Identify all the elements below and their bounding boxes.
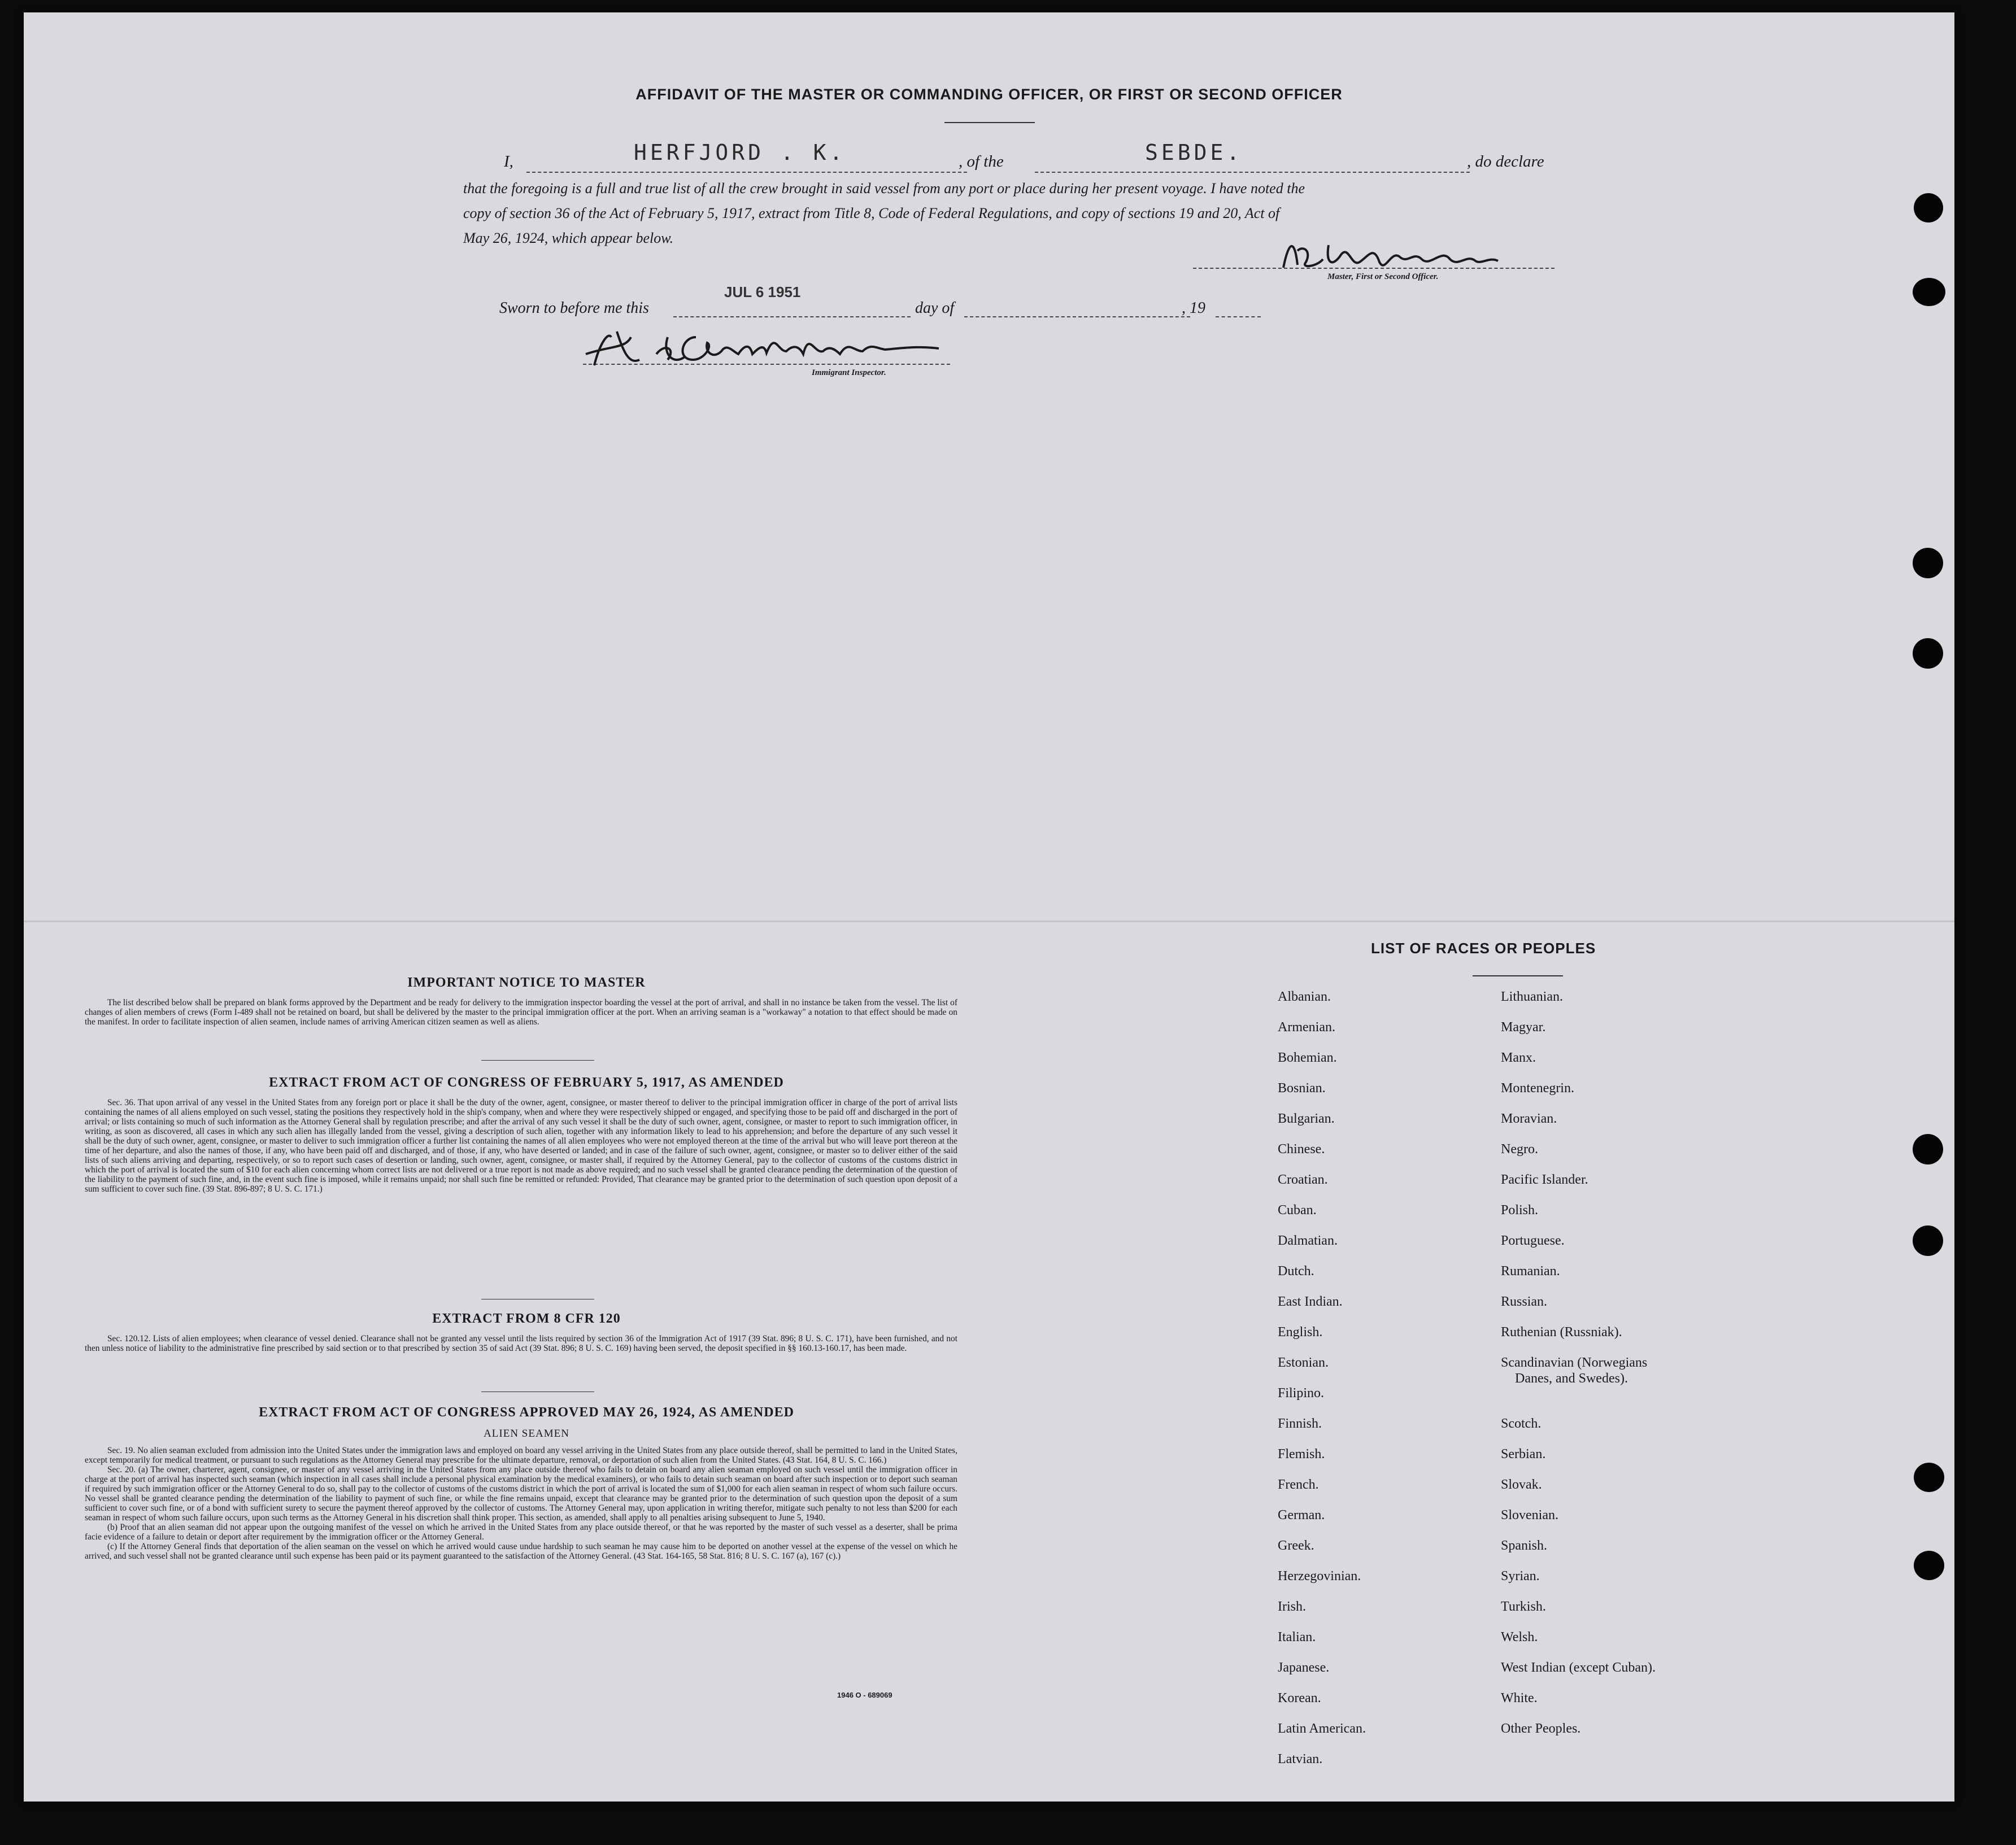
sec-20c-text: (c) If the Attorney General finds that deportation of the alien seaman on the vessel on which he arrived would cause undue hardship to such seaman he may cause him to be deported on another vessel at the expense of the vessel on which he arrived, and such vessel shall not be granted clearance until such expense has been paid or its payment guaranteed to the satisfaction of the Attorney General. (43 Stat. 164-165, 58 Stat. 816; 8 U. S. C. 167 (a), 167 (c).) bbox=[85, 1542, 957, 1561]
extract-cfr-title: EXTRACT FROM 8 CFR 120 bbox=[432, 1311, 621, 1326]
print-code: 1946 O - 689069 bbox=[837, 1691, 892, 1699]
race-item: Korean. bbox=[1278, 1691, 1321, 1706]
races-title-rule bbox=[1473, 975, 1563, 976]
race-item: Irish. bbox=[1278, 1599, 1306, 1614]
sworn-label: Sworn to before me this bbox=[499, 299, 649, 317]
race-item: Turkish. bbox=[1501, 1599, 1546, 1614]
officer-name-handwritten: HERFJORD . K. bbox=[634, 140, 846, 165]
race-item: Croatian. bbox=[1278, 1172, 1328, 1187]
races-title: LIST OF RACES OR PEOPLES bbox=[1371, 940, 1596, 957]
notice-title: IMPORTANT NOTICE TO MASTER bbox=[407, 975, 646, 990]
race-item: Pacific Islander. bbox=[1501, 1172, 1588, 1187]
race-item: Chinese. bbox=[1278, 1142, 1325, 1157]
race-item: Dalmatian. bbox=[1278, 1233, 1338, 1248]
race-item: Ruthenian (Russniak). bbox=[1501, 1325, 1622, 1340]
race-item: Slovenian. bbox=[1501, 1508, 1558, 1523]
race-item: Syrian. bbox=[1501, 1569, 1540, 1584]
race-item: Finnish. bbox=[1278, 1416, 1322, 1431]
race-item: Latin American. bbox=[1278, 1721, 1366, 1736]
race-item: East Indian. bbox=[1278, 1294, 1343, 1309]
race-item: Spanish. bbox=[1501, 1538, 1548, 1553]
binder-hole bbox=[1913, 548, 1943, 578]
race-item: Estonian. bbox=[1278, 1355, 1329, 1370]
race-item: Filipino. bbox=[1278, 1386, 1325, 1401]
inspector-signature bbox=[577, 320, 950, 374]
race-item: Portuguese. bbox=[1501, 1233, 1565, 1248]
master-signature-caption: Master, First or Second Officer. bbox=[1327, 272, 1439, 281]
race-item: Montenegrin. bbox=[1501, 1081, 1574, 1096]
extract-1917-title: EXTRACT FROM ACT OF CONGRESS OF FEBRUARY 5, 1917, AS AMENDED bbox=[269, 1075, 784, 1090]
sec-20a-text: Sec. 20. (a) The owner, charterer, agent, consignee, or master of any vessel arriving in the United States from any place outside thereof who fails to detain on board any alien seaman employed on such vessel until the immigration officer in charge at the port of arrival has inspected such seaman (which inspection in all cases shall include a personal physical examination by the medical examiners), or who fails to detain such seaman on board after such inspection or to deport such seaman if required by such immigration officer or the Attorney General to do so, shall pay to the collector of customs of the customs district in which the port of arrival is located the sum of $1,000 for each alien seaman in respect of whom such failure occurs. No vessel shall be granted clearance pending the determination of the liability to payment of such fine, or while the fine remains unpaid, except that clearance may be granted prior to the determination of such question upon the deposit of a sum sufficient to cover such fine, or of a bond with sufficient surety to secure the payment thereof approved by the collector of customs. The Attorney General may, upon application in writing therefor, mitigate such penalty to not less than $200 for each seaman in respect of whom such failure occurs, upon such terms as the Attorney General in his discretion shall think proper. This section, as amended, shall apply to all penalties arising subsequent to June 5, 1940. bbox=[85, 1465, 957, 1523]
month-line bbox=[964, 316, 1190, 317]
inspector-caption: Immigrant Inspector. bbox=[812, 368, 886, 377]
officer-name-line bbox=[526, 172, 967, 173]
sec-36-text: Sec. 36. That upon arrival of any vessel in the United States from any foreign port or place it shall be the duty of the owner, agent, consignee, or master thereof to deliver to the principal immigration officer in charge of the port of arrival lists containing the names of all aliens employed on such vessel, stating the positions they respectively hold in the ship's company, when and where they were respectively shipped or engaged, and specifying those to be paid off and discharged in the port of arrival; or lists containing so much of such information as the Attorney General shall by regulation prescribe; and after the arrival of any such vessel it shall be the duty of such owner, agent, consignee, or master to report to such immigration officer, in writing, as soon as discovered, all cases in which any such alien has illegally landed from the vessel, giving a description of such alien, together with any information likely to lead to his apprehension; and before the departure of any such vessel it shall be the duty of such owner, agent, consignee, or master to deliver to such immigration officer a further list containing the names of all alien employees who were not employed thereon at the time of the arrival but who will leave port thereon at the time of her departure, and also the names of those, if any, who have been paid off and discharged, and of those, if any, who have deserted or landed; and in case of the failure of such owner, agent, consignee, or master so to deliver either of the said lists of such aliens arriving and departing, respectively, or so to report such cases of desertion or landing, such owner, agent, consignee, or master shall, if required by the Attorney General, pay to the collector of customs of the customs district in which the port of arrival is located the sum of $10 for each alien concerning whom correct lists are not delivered or a true report is not made as above required; and no such vessel shall be granted clearance pending the determination of the question of the liability to the payment of such fine, and, in the event such fine is imposed, while it remains unpaid; nor shall such fine be remitted or refunded: Provided, That clearance may be granted prior to the determination of such question upon deposit of a sum sufficient to cover such fine. (39 Stat. 896-897; 8 U. S. C. 171.) bbox=[85, 1098, 957, 1194]
notice-rule bbox=[481, 1060, 594, 1061]
race-item: Herzegovinian. bbox=[1278, 1569, 1361, 1584]
race-item: West Indian (except Cuban). bbox=[1501, 1660, 1656, 1675]
race-item: Bosnian. bbox=[1278, 1081, 1326, 1096]
declaration-line-3: copy of section 36 of the Act of February 5, 1917, extract from Title 8, Code of Federal Regulations, and copy of sections 19 and 20, Act of bbox=[463, 205, 1280, 221]
extract-cfr-body bbox=[85, 1334, 957, 1353]
binder-hole bbox=[1914, 1463, 1944, 1492]
race-item: Latvian. bbox=[1278, 1752, 1323, 1767]
race-item: White. bbox=[1501, 1691, 1538, 1706]
race-item: German. bbox=[1278, 1508, 1325, 1523]
race-item: Russian. bbox=[1501, 1294, 1548, 1309]
day-of-label: day of bbox=[915, 299, 955, 317]
race-item: Rumanian. bbox=[1501, 1264, 1560, 1279]
vessel-name-handwritten: SEBDE. bbox=[1145, 140, 1243, 165]
race-item: Negro. bbox=[1501, 1142, 1538, 1157]
sec-19-text: Sec. 19. No alien seaman excluded from admission into the United States under the immigration laws and employed on board any vessel arriving in the United States from any place outside thereof, shall be permitted to land in the United States, except temporarily for medical treatment, or pursuant to such regulations as the Attorney General may prescribe for the ultimate departure, removal, or deportation of such alien from the United States. (43 Stat. 164, 8 U. S. C. 166.) bbox=[85, 1446, 957, 1465]
race-item: Slovak. bbox=[1501, 1477, 1542, 1492]
alien-seamen-subtitle: ALIEN SEAMEN bbox=[484, 1428, 569, 1440]
race-item: Dutch. bbox=[1278, 1264, 1314, 1279]
sec-20b-text: (b) Proof that an alien seaman did not appear upon the outgoing manifest of the vessel on which he arrived in the United States from any place outside thereof, or that he was reported by the master of such vessel as a deserter, shall be prima facie evidence of a failure to detain or deport after requirement by the immigration officer or the Attorney General. bbox=[85, 1523, 957, 1542]
affidavit-i-label: I, bbox=[504, 152, 513, 171]
do-declare-label: , do declare bbox=[1467, 152, 1544, 171]
race-item: Welsh. bbox=[1501, 1630, 1538, 1645]
race-item: French. bbox=[1278, 1477, 1319, 1492]
binder-hole bbox=[1913, 278, 1945, 306]
race-item: Lithuanian. bbox=[1501, 989, 1563, 1004]
title-rule bbox=[944, 122, 1035, 123]
year-line bbox=[1216, 316, 1261, 317]
race-item: Scotch. bbox=[1501, 1416, 1542, 1431]
race-item: Scandinavian (Norwegians bbox=[1501, 1355, 1648, 1370]
race-item: Moravian. bbox=[1501, 1111, 1557, 1126]
race-item: Bohemian. bbox=[1278, 1050, 1337, 1065]
race-item: Cuban. bbox=[1278, 1203, 1317, 1218]
binder-hole bbox=[1913, 1225, 1943, 1256]
extract-1924-title: EXTRACT FROM ACT OF CONGRESS APPROVED MAY 26, 1924, AS AMENDED bbox=[259, 1405, 794, 1420]
race-item: Other Peoples. bbox=[1501, 1721, 1581, 1736]
race-item: Flemish. bbox=[1278, 1447, 1325, 1462]
extract-1924-body bbox=[85, 1446, 957, 1561]
declaration-line-2: that the foregoing is a full and true list of all the crew brought in said vessel from any port or place during her present voyage. I have noted the bbox=[463, 180, 1305, 197]
binder-hole bbox=[1914, 1551, 1944, 1580]
race-item: Italian. bbox=[1278, 1630, 1316, 1645]
race-item: Japanese. bbox=[1278, 1660, 1330, 1675]
race-item: Manx. bbox=[1501, 1050, 1536, 1065]
fold-crease bbox=[24, 921, 1954, 922]
sworn-date-stamp: JUL 6 1951 bbox=[724, 283, 801, 300]
extract-1917-body bbox=[85, 1098, 957, 1194]
race-item: Bulgarian. bbox=[1278, 1111, 1335, 1126]
race-item: Greek. bbox=[1278, 1538, 1314, 1553]
of-the-label: , of the bbox=[959, 152, 1004, 171]
race-item: Danes, and Swedes). bbox=[1515, 1371, 1628, 1386]
race-item: Magyar. bbox=[1501, 1020, 1546, 1035]
race-item: English. bbox=[1278, 1325, 1323, 1340]
race-item: Polish. bbox=[1501, 1203, 1539, 1218]
race-item: Albanian. bbox=[1278, 989, 1331, 1004]
vessel-name-line bbox=[1035, 172, 1470, 173]
sworn-day-line bbox=[673, 316, 911, 317]
race-item: Armenian. bbox=[1278, 1020, 1335, 1035]
affidavit-title: AFFIDAVIT OF THE MASTER OR COMMANDING OFFICER, OR FIRST OR SECOND OFFICER bbox=[635, 86, 1343, 103]
declaration-line-4: May 26, 1924, which appear below. bbox=[463, 230, 674, 246]
race-item: Serbian. bbox=[1501, 1447, 1546, 1462]
sec-120-12-text: Sec. 120.12. Lists of alien employees; when clearance of vessel denied. Clearance shall not be granted any vessel until the lists required by section 36 of the Immigration Act of 1917 (39 Stat. 896; 8 U. S. C. 171), have been furnished, and not then unless notice of liability to the administrative fine prescribed by said section or to that prescribed by section 35 of said Act (39 Stat. 896; 8 U. S. C. 169) having been served, the deposit specified in §§ 160.13-160.17, has been made. bbox=[85, 1334, 957, 1353]
year-label: , 19 bbox=[1182, 299, 1205, 317]
notice-body bbox=[85, 998, 957, 1027]
binder-hole bbox=[1914, 193, 1943, 223]
binder-hole bbox=[1913, 1134, 1943, 1164]
notice-text: The list described below shall be prepared on blank forms approved by the Department and be ready for delivery to the immigration inspector boarding the vessel at the port of arrival, and shall in no instance be taken from the vessel. The list of changes of alien members of crews (Form I-489 shall not be retained on board, but shall be delivered by the master to the principal immigration officer at the port. When an arriving seaman is a "workaway" a notation to that effect should be made on the manifest. In order to facilitate inspection of alien seamen, include names of arriving American citizen seamen as well as aliens. bbox=[85, 998, 957, 1027]
binder-hole bbox=[1913, 638, 1943, 669]
document-sheet bbox=[24, 12, 1954, 1802]
